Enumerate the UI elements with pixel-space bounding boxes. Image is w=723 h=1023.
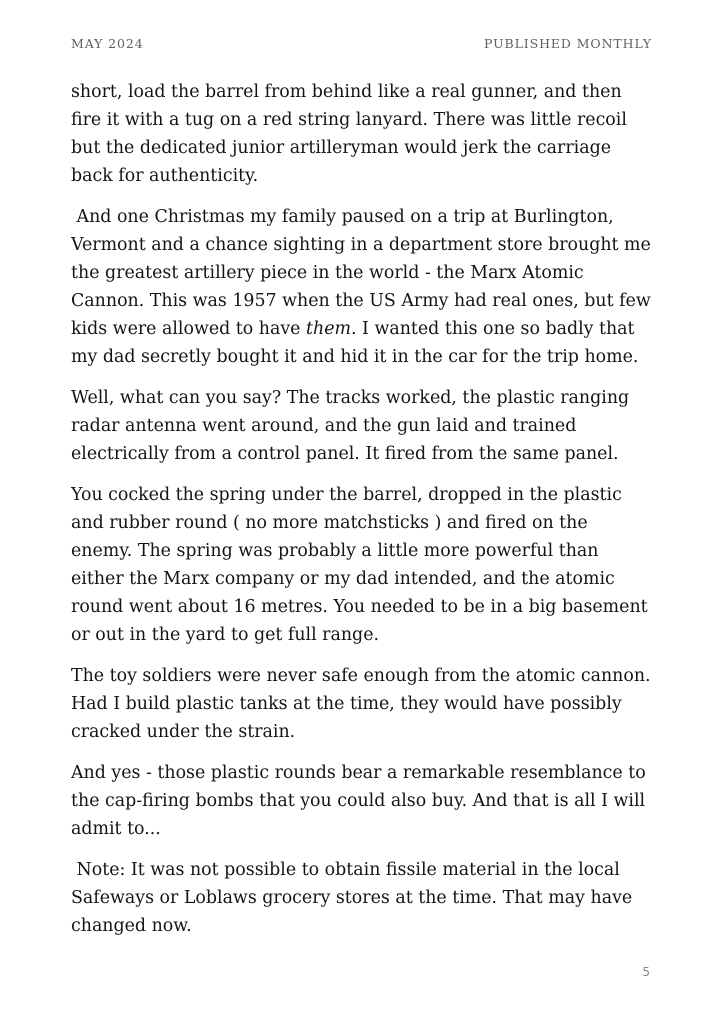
paragraph: [71, 78, 652, 190]
paragraph-text: short, load the barrel from behind like a real gunner, and then fire it with a tug on a red string lanyard. There was little recoil but the dedicated junior artilleryman would jerk the carriage back for authenticity.: [71, 82, 633, 186]
article-body: [71, 78, 657, 940]
paragraph-text: You cocked the spring under the barrel, dropped in the plastic and rubber round ( no more matchsticks ) and fired on the enemy. The spring was probably a little more powerful than either the Marx company or my dad intended, and the atomic round went about 16 metres. You needed to be in a big basement or out in the yard to get full range.: [71, 485, 654, 645]
paragraph: [71, 203, 657, 371]
paragraph-text: The toy soldiers were never safe enough from the atomic cannon. Had I build plastic tanks at the time, they would have possibly cracked under the strain.: [71, 666, 657, 742]
paragraph-text-italic: them: [306, 319, 351, 339]
page-header: [71, 36, 652, 51]
issue-date: MAY 2024: [71, 36, 144, 51]
paragraph-text: Well, what can you say? The tracks worked, the plastic ranging radar antenna went around, and the gun laid and trained electrically from a control panel. It fired from the same panel.: [71, 388, 635, 464]
paragraph-text: And one Christmas my family paused on a trip at Burlington, Vermont and a chance sighting in a department store brought me the greatest artillery piece in the world - the Marx Atomic Cannon. This was 1957 when the US Army had real ones, but few kids were allowed to have: [71, 207, 657, 339]
paragraph: [71, 662, 657, 746]
page-footer: [642, 965, 650, 979]
publication-frequency: PUBLISHED MONTHLY: [483, 36, 652, 51]
paragraph-text: And yes - those plastic rounds bear a remarkable resemblance to the cap-firing bombs that you could also buy. And that is all I will admit to...: [71, 763, 652, 839]
paragraph: [71, 384, 652, 468]
paragraph: [71, 856, 652, 940]
paragraph-text: Note: It was not possible to obtain fissile material in the local Safeways or Loblaws grocery stores at the time. That may have changed now.: [71, 860, 638, 936]
page-number: 5: [642, 965, 650, 979]
paragraph-text: . I wanted this one so badly that my dad secretly bought it and hid it in the car for the trip home.: [71, 319, 641, 367]
paragraph: [71, 481, 652, 649]
paragraph: [71, 759, 652, 843]
